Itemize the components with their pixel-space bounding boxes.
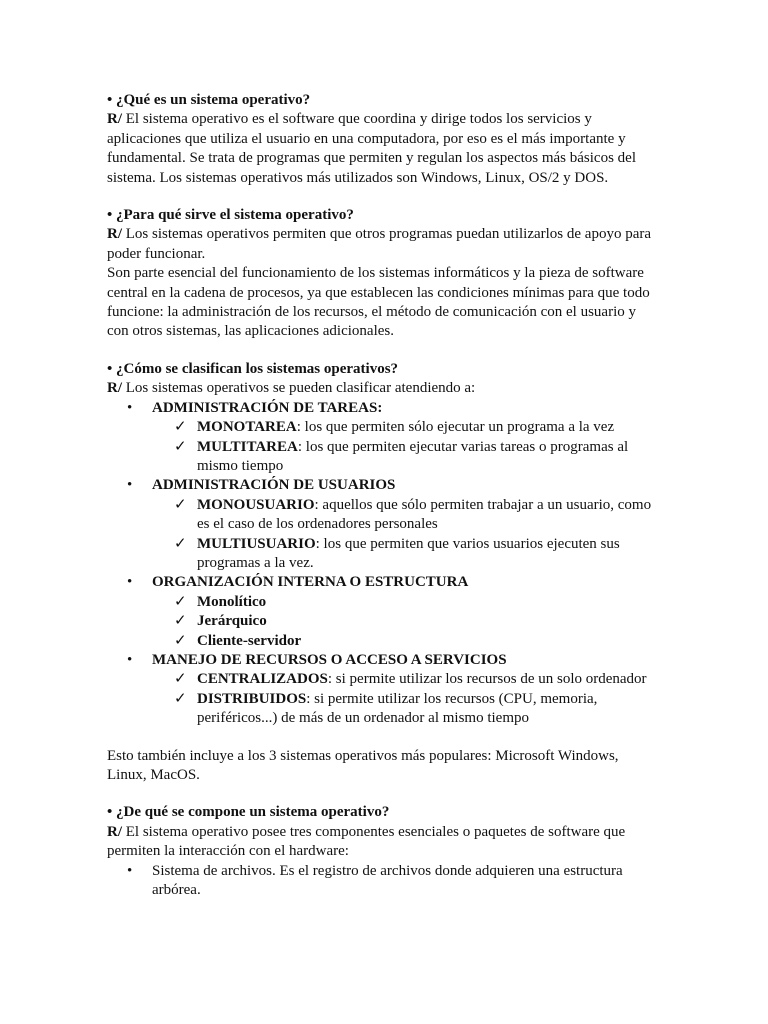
- item-term: Jerárquico: [197, 613, 267, 630]
- list-item-subcategory: [107, 593, 657, 612]
- checkmark-icon: ✓: [174, 496, 187, 513]
- classification-list: [107, 399, 657, 729]
- answer-2: [107, 225, 657, 264]
- answer-mark: R/: [107, 226, 122, 243]
- list-item-category: [107, 651, 657, 670]
- question-2: • ¿Para qué sirve el sistema operativo?: [107, 207, 354, 224]
- answer-1-text: El sistema operativo es el software que coordina y dirige todos los servicios y aplicaciones que utiliza el usuario en una computadora, por eso es el más importante y fundamental. Se trata de programas que permiten y regulan los aspectos más básicos del sistema. Los sistemas operativos más utilizados son Windows, Linux, OS/2 y DOS.: [107, 111, 636, 186]
- item-term: MONOUSUARIO: [197, 496, 315, 513]
- list-item-subcategory: [107, 418, 657, 437]
- answer-2-extra: Son parte esencial del funcionamiento de los sistemas informáticos y la pieza de software central en la cadena de procesos, ya que establecen las condiciones mínimas para que todo funcione: la administración de los recursos, el método de comunicación con el usuario y con otros sistemas, las aplicaciones adicionales.: [107, 265, 650, 340]
- answer-2-text: Los sistemas operativos permiten que otros programas puedan utilizarlos de apoyo para poder funcionar.: [107, 226, 652, 262]
- closing-paragraph: Esto también incluye a los 3 sistemas operativos más populares: Microsoft Windows, Linux, MacOS.: [107, 747, 619, 783]
- item-term: Monolítico: [197, 593, 267, 610]
- components-list: [107, 862, 657, 901]
- list-item-subcategory: [107, 632, 657, 651]
- category-title: ADMINISTRACIÓN DE USUARIOS: [152, 477, 396, 494]
- bullet-icon: •: [127, 862, 133, 879]
- checkmark-icon: ✓: [174, 690, 187, 707]
- list-item-category: [107, 573, 657, 592]
- checkmark-icon: ✓: [174, 632, 187, 649]
- list-item: [107, 862, 657, 901]
- list-item-subcategory: [107, 670, 657, 689]
- question-3: • ¿Cómo se clasifican los sistemas operativos?: [107, 360, 399, 377]
- item-term: CENTRALIZADOS: [197, 671, 328, 688]
- answer-mark: R/: [107, 823, 122, 840]
- answer-4-text: El sistema operativo posee tres componentes esenciales o paquetes de software que permiten la interacción con el hardware:: [107, 823, 626, 860]
- list-item-subcategory: [107, 496, 657, 535]
- item-desc: : si permite utilizar los recursos (CPU, memoria, periféricos...) de más de un ordenador al mismo tiempo: [197, 690, 598, 727]
- answer-mark: R/: [107, 380, 122, 397]
- item-term: MULTIUSUARIO: [197, 535, 316, 552]
- category-title: MANEJO DE RECURSOS O ACCESO A SERVICIOS: [152, 651, 507, 668]
- list-item-category: [107, 476, 657, 495]
- list-item-subcategory: [107, 535, 657, 574]
- answer-3: [107, 379, 657, 398]
- item-term: DISTRIBUIDOS: [197, 690, 307, 707]
- answer-4: [107, 823, 657, 862]
- list-item-category: [107, 399, 657, 418]
- checkmark-icon: ✓: [174, 419, 187, 436]
- list-item-subcategory: [107, 438, 657, 477]
- item-desc: : aquellos que sólo permiten trabajar a un usuario, como es el caso de los ordenadores personales: [197, 496, 652, 533]
- bullet-icon: •: [127, 477, 133, 494]
- item-desc: : los que permiten ejecutar varias tareas o programas al mismo tiempo: [197, 438, 629, 474]
- checkmark-icon: ✓: [174, 535, 187, 552]
- item-desc: : si permite utilizar los recursos de un solo ordenador: [327, 671, 647, 688]
- question-4: • ¿De qué se compone un sistema operativo?: [107, 804, 390, 821]
- checkmark-icon: ✓: [174, 593, 187, 610]
- item-term: Cliente-servidor: [197, 632, 302, 649]
- list-item-subcategory: [107, 612, 657, 631]
- item-term: MONOTAREA: [197, 419, 297, 436]
- item-desc: : los que permiten sólo ejecutar un programa a la vez: [296, 419, 615, 436]
- bullet-icon: •: [127, 651, 133, 668]
- question-1: • ¿Qué es un sistema operativo?: [107, 92, 311, 108]
- document-page: [107, 91, 657, 900]
- category-title: ORGANIZACIÓN INTERNA O ESTRUCTURA: [152, 574, 469, 591]
- answer-mark: R/: [107, 111, 122, 128]
- bullet-icon: •: [127, 574, 133, 591]
- list-item-subcategory: [107, 690, 657, 729]
- answer-1: [107, 110, 657, 188]
- bullet-icon: •: [127, 399, 133, 416]
- checkmark-icon: ✓: [174, 671, 187, 688]
- list-item-text: Sistema de archivos. Es el registro de archivos donde adquieren una estructura arbórea.: [152, 862, 623, 899]
- answer-3-text: Los sistemas operativos se pueden clasificar atendiendo a:: [122, 380, 476, 397]
- checkmark-icon: ✓: [174, 613, 187, 630]
- category-title: ADMINISTRACIÓN DE TAREAS:: [152, 399, 383, 416]
- checkmark-icon: ✓: [174, 438, 187, 455]
- item-term: MULTITAREA: [197, 438, 298, 455]
- item-desc: : los que permiten que varios usuarios ejecuten sus programas a la vez.: [197, 535, 620, 571]
